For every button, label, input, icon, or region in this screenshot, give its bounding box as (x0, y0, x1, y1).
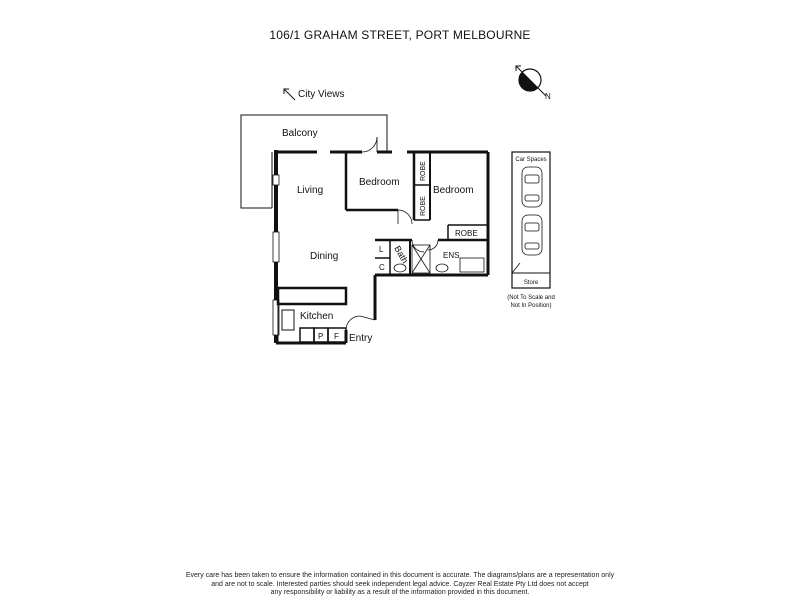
city-views-label: City Views (298, 89, 345, 100)
linen-label: L (379, 245, 384, 254)
car-spaces-panel (512, 152, 550, 288)
robe-2-label: ROBE (420, 196, 427, 216)
living-label: Living (297, 185, 324, 196)
car-note-line-1: (Not To Scale and (507, 295, 555, 301)
compass-north-label: N (545, 92, 551, 101)
pantry-label: P (318, 332, 324, 341)
car-icon (522, 215, 542, 255)
car-icon (522, 167, 542, 207)
car-spaces-title: Car Spaces (515, 157, 547, 163)
plan-title: 106/1 GRAHAM STREET, PORT MELBOURNE (269, 28, 531, 42)
balcony-label: Balcony (282, 128, 318, 139)
disclaimer-line-1: Every care has been taken to ensure the information contained in this document is accurate. The diagrams/plans are a representation only (185, 572, 615, 579)
fridge-label: F (334, 332, 339, 341)
compass-icon (516, 66, 546, 96)
disclaimer-line-2: and are not to scale. Interested parties should seek independent legal advice. Cayzer Real Estate Pty Ltd does not accept (211, 580, 589, 588)
disclaimer (150, 572, 650, 598)
dining-label: Dining (310, 251, 339, 262)
store-label: Store (523, 280, 539, 286)
robe-1-label: ROBE (420, 161, 427, 181)
bath-label: Bath (392, 244, 411, 266)
robe-3-label: ROBE (455, 229, 478, 238)
bedroom-2-label: Bedroom (433, 185, 474, 196)
car-note-line-2: Not In Position) (510, 303, 552, 309)
arrow-up-left-icon (284, 89, 295, 100)
entry-label: Entry (349, 333, 373, 344)
disclaimer-line-3: any responsibility or liability as a result of the information provided in this document. (270, 589, 530, 596)
cupboard-label: C (379, 263, 385, 272)
kitchen-label: Kitchen (300, 311, 334, 322)
bedroom-1-label: Bedroom (359, 177, 400, 188)
ens-label: ENS (443, 251, 460, 260)
